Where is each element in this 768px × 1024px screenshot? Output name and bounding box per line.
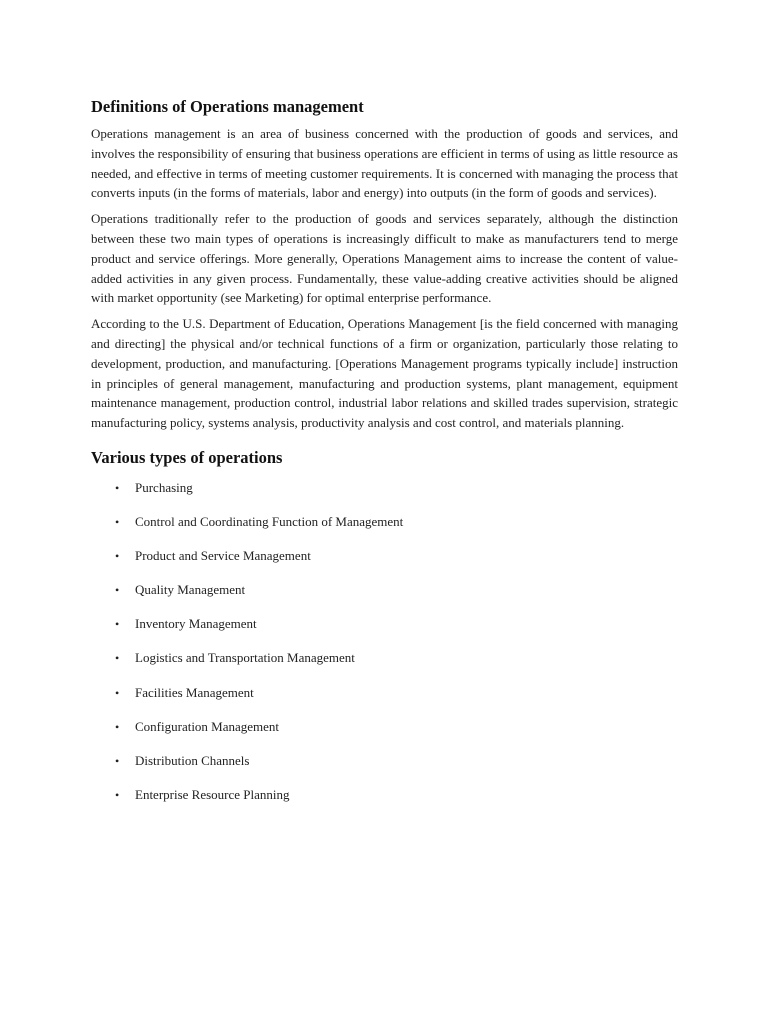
list-item: [91, 546, 678, 580]
list-item: [91, 751, 678, 785]
list-item: [91, 580, 678, 614]
list-item-text: Control and Coordinating Function of Management: [135, 514, 404, 530]
bullet-icon: •: [115, 685, 120, 700]
list-item-text: Distribution Channels: [135, 752, 250, 768]
list-item-text: Enterprise Resource Planning: [135, 786, 290, 802]
operations-types-list: [91, 478, 678, 819]
list-item: [91, 478, 678, 512]
list-item-text: Logistics and Transportation Management: [135, 650, 355, 666]
list-item-text: Quality Management: [135, 582, 246, 598]
list-item: [91, 648, 678, 682]
paragraph-traditional-operations: Operations traditionally refer to the production of goods and services separately, although the distinction between these two main types of operations is increasingly difficult to make as manufacturers tend to merge product and service offerings. More generally, Operations Management aims to increase the content of value-added activities in any given process. Fundamentally, these value-adding creative activities should be aligned with market opportunity (see Marketing) for optimal enterprise performance.: [91, 211, 678, 306]
list-item: [91, 717, 678, 751]
list-item: [91, 512, 678, 546]
section-heading-definitions: Definitions of Operations management: [91, 97, 364, 116]
bullet-icon: •: [115, 651, 120, 666]
bullet-icon: •: [115, 787, 120, 802]
list-item: [91, 614, 678, 648]
paragraph-definition: Operations management is an area of business concerned with the production of goods and services, and involves the responsibility of ensuring that business operations are efficient in terms of using as little resource as needed, and effective in terms of meeting customer requirements. It is concerned with managing the process that converts inputs (in the forms of materials, labor and energy) into outputs (in the form of goods and services).: [91, 126, 678, 201]
bullet-icon: •: [115, 617, 120, 632]
bullet-icon: •: [115, 753, 120, 768]
bullet-icon: •: [115, 549, 120, 564]
paragraph-us-department-definition: According to the U.S. Department of Education, Operations Management [is the field concerned with managing and directing] the physical and/or technical functions of a firm or organization, particularly those relating to development, production, and manufacturing. [Operations Management programs typically include] instruction in principles of general management, manufacturing and production systems, plant management, equipment maintenance management, production control, industrial labor relations and skilled trades supervision, strategic manufacturing policy, systems analysis, productivity analysis and cost control, and materials planning.: [91, 316, 678, 431]
bullet-icon: •: [115, 480, 120, 495]
list-item-text: Purchasing: [135, 479, 193, 495]
list-item-text: Inventory Management: [135, 616, 257, 632]
list-item: [91, 683, 678, 717]
bullet-icon: •: [115, 515, 120, 530]
list-item-text: Product and Service Management: [135, 548, 311, 564]
bullet-icon: •: [115, 583, 120, 598]
section-heading-types: Various types of operations: [91, 447, 283, 467]
document-page: [91, 96, 678, 819]
list-item-text: Facilities Management: [135, 684, 254, 700]
list-item-text: Configuration Management: [135, 718, 280, 734]
bullet-icon: •: [115, 719, 120, 734]
list-item: [91, 785, 678, 819]
